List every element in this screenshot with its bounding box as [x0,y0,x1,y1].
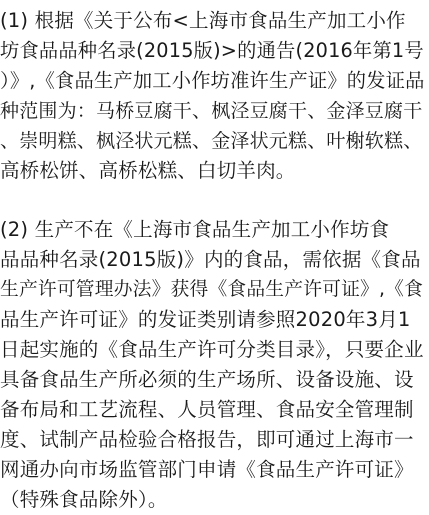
paragraph-2-line-1: (2) 生产不在《上海市食品生产加工小作坊食 [0,218,390,241]
paragraph-2-line-4: 品生产许可证》的发证类别请参照2020年3月1 [0,308,411,331]
paragraph-1-line-6: 高桥松饼、高桥松糕、白切羊肉。 [0,159,296,182]
paragraph-1-line-1: (1) 根据《关于公布<上海市食品生产加工小作 [0,9,406,32]
paragraph-2-line-6: 具备食品生产所必须的生产场所、设备设施、设 [0,368,414,391]
paragraph-2-line-2: 品品种名录(2015版)》内的食品，需依据《食品 [0,248,421,271]
paragraph-1-line-2: 坊食品品种名录(2015版)>的通告(2016年第1号 [0,39,424,62]
paragraph-2-line-10: （特殊食品除外）。 [0,488,168,511]
paragraph-2-line-9: 网通办向市场监管部门申请《食品生产许可证》 [0,458,414,481]
paragraph-2-line-8: 度、试制产品检验合格报告，即可通过上海市一 [0,428,414,451]
paragraph-2-line-5: 日起实施的《食品生产许可分类目录》，只要企业 [0,338,424,361]
paragraph-1-line-3: ）》,《食品生产加工小作坊准许生产证》的发证品 [0,69,425,92]
paragraph-2-line-3: 生产许可管理办法》获得《食品生产许可证》,《食 [0,279,424,300]
paragraph-1-line-5: 、崇明糕、枫泾状元糕、金泽状元糕、叶榭软糕、 [0,130,423,152]
paragraph-1-line-4: 种范围为：马桥豆腐干、枫泾豆腐干、金泽豆腐干 [0,100,423,122]
paragraph-2-line-7: 备布局和工艺流程、人员管理、食品安全管理制 [0,398,414,421]
